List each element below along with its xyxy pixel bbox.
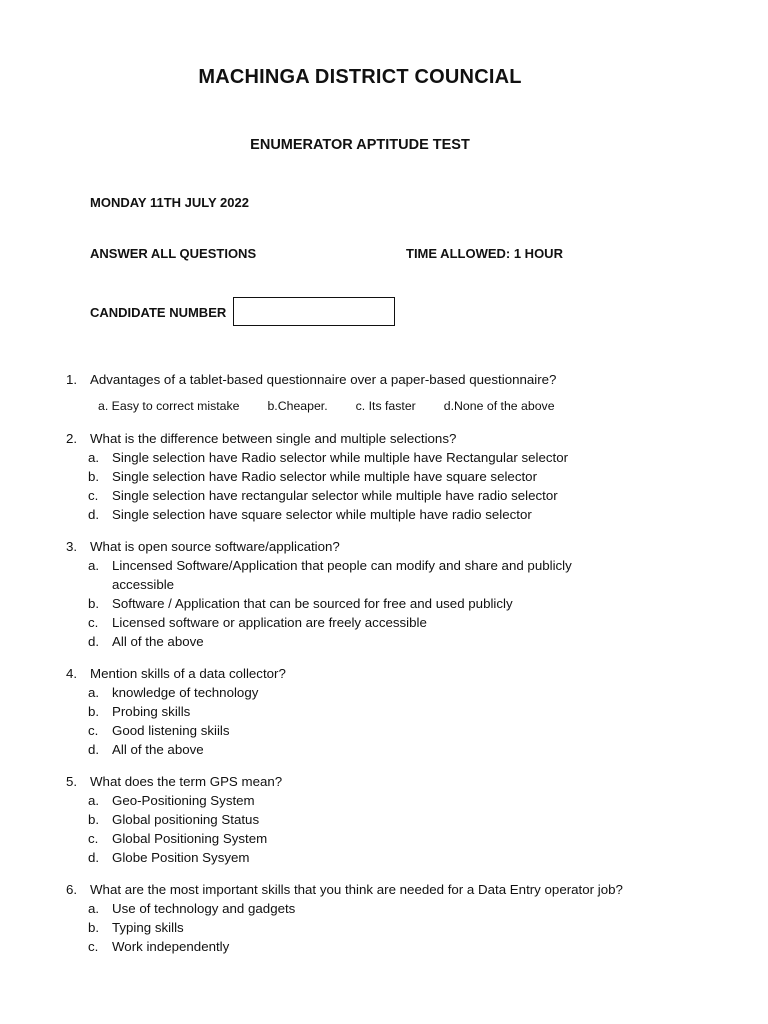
question-item — [0, 370, 768, 416]
answer-option — [88, 702, 598, 721]
question-list — [0, 370, 768, 969]
option-letter: b. — [88, 704, 100, 719]
option-text: Probing skills — [112, 704, 191, 719]
option-text: Typing skills — [112, 920, 184, 935]
option-text: Software / Application that can be sourced for free and used publicly — [112, 596, 513, 611]
question-text: Advantages of a tablet-based questionnaire over a paper-based questionnaire? — [90, 372, 557, 387]
option-text: Geo-Positioning System — [112, 793, 255, 808]
answer-option — [88, 613, 598, 632]
answer-option — [88, 683, 598, 702]
answer-option — [88, 448, 598, 467]
answer-option — [88, 594, 598, 613]
answer-option: d.None of the above — [443, 399, 555, 413]
option-letter: a. — [88, 558, 100, 573]
question-text: What is open source software/application? — [90, 539, 340, 554]
option-letter: a. — [88, 901, 100, 916]
question-number: 6. — [66, 882, 78, 897]
option-text: Use of technology and gadgets — [112, 901, 296, 916]
answer-option: c. Its faster — [355, 399, 416, 413]
test-subtitle: ENUMERATOR APTITUDE TEST — [250, 137, 470, 153]
time-allowed: TIME ALLOWED: 1 HOUR — [406, 246, 563, 261]
option-text: Single selection have Radio selector while multiple have Rectangular selector — [112, 450, 569, 465]
option-text: Global Positioning System — [112, 831, 268, 846]
answer-option — [88, 721, 598, 740]
answer-option — [88, 848, 598, 867]
question-text: What are the most important skills that you think are needed for a Data Entry operator job? — [90, 882, 623, 897]
candidate-number-label: CANDIDATE NUMBER — [90, 305, 227, 320]
question-number: 2. — [66, 431, 78, 446]
answer-option — [88, 632, 598, 651]
answer-option — [88, 899, 598, 918]
option-text: Single selection have Radio selector while multiple have square selector — [112, 469, 537, 484]
option-text: Work independently — [112, 939, 230, 954]
option-letter: b. — [88, 812, 100, 827]
candidate-number-box[interactable] — [233, 297, 395, 326]
answer-option — [88, 467, 598, 486]
page-title: MACHINGA DISTRICT COUNCIAL — [198, 66, 522, 88]
answer-option: b.Cheaper. — [267, 399, 328, 413]
answer-option — [88, 740, 598, 759]
question-text: What does the term GPS mean? — [90, 774, 283, 789]
option-letter: b. — [88, 596, 100, 611]
answer-option — [88, 505, 598, 524]
question-item — [0, 537, 768, 651]
answer-option — [88, 918, 598, 937]
answer-option: a. Easy to correct mistake — [98, 399, 240, 413]
question-text: Mention skills of a data collector? — [90, 666, 286, 681]
question-text: What is the difference between single and multiple selections? — [90, 431, 457, 446]
answer-option — [88, 810, 598, 829]
option-text: Single selection have square selector while multiple have radio selector — [112, 507, 532, 522]
question-number: 5. — [66, 774, 78, 789]
option-letter: a. — [88, 793, 100, 808]
question-number: 1. — [66, 372, 78, 387]
answer-option — [88, 937, 598, 956]
inline-options — [98, 397, 768, 416]
option-letter: c. — [88, 488, 99, 503]
answer-option — [88, 486, 598, 505]
option-letter: c. — [88, 723, 99, 738]
test-date: MONDAY 11TH JULY 2022 — [90, 195, 249, 210]
option-text: All of the above — [112, 742, 204, 757]
option-letter: c. — [88, 831, 99, 846]
option-letter: d. — [88, 850, 100, 865]
question-number: 4. — [66, 666, 78, 681]
option-letter: b. — [88, 469, 100, 484]
question-number: 3. — [66, 539, 78, 554]
answer-option — [88, 791, 598, 810]
option-letter: a. — [88, 450, 100, 465]
option-letter: d. — [88, 742, 100, 757]
option-text: Lincensed Software/Application that people can modify and share and publicly accessible — [112, 558, 572, 592]
option-letter: a. — [88, 685, 100, 700]
option-text: Licensed software or application are freely accessible — [112, 615, 427, 630]
option-text: Global positioning Status — [112, 812, 260, 827]
answer-option — [88, 556, 598, 594]
option-letter: c. — [88, 939, 99, 954]
question-item — [0, 880, 768, 956]
option-letter: d. — [88, 634, 100, 649]
question-item — [0, 772, 768, 867]
option-letter: d. — [88, 507, 100, 522]
option-letter: b. — [88, 920, 100, 935]
instruction-text: ANSWER ALL QUESTIONS — [90, 246, 257, 261]
option-text: All of the above — [112, 634, 204, 649]
option-letter: c. — [88, 615, 99, 630]
option-text: knowledge of technology — [112, 685, 259, 700]
question-item — [0, 429, 768, 524]
question-item — [0, 664, 768, 759]
answer-option — [88, 829, 598, 848]
option-text: Globe Position Sysyem — [112, 850, 250, 865]
option-text: Good listening skiils — [112, 723, 230, 738]
option-text: Single selection have rectangular selector while multiple have radio selector — [112, 488, 558, 503]
